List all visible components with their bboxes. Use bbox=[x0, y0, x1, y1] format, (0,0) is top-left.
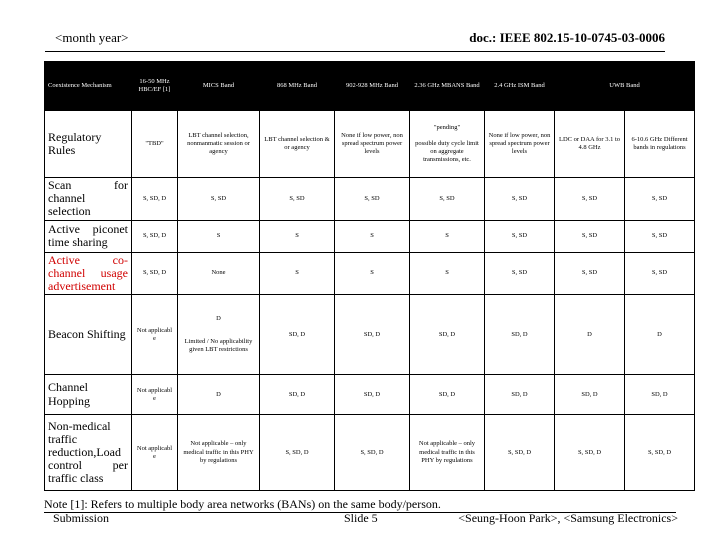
header-doc-id: doc.: IEEE 802.15-10-0745-03-0006 bbox=[469, 30, 665, 45]
cell-cochannel-mbans: S bbox=[410, 252, 485, 295]
cell-scan-868: S, SD bbox=[260, 178, 335, 221]
cell-hopping-mbans: SD, D bbox=[410, 375, 485, 415]
cell-beacon-ism: SD, D bbox=[485, 295, 555, 375]
cell-cochannel-uwb-low: S, SD bbox=[555, 252, 625, 295]
col-header-mics: MICS Band bbox=[178, 62, 260, 111]
cell-hopping-868: SD, D bbox=[260, 375, 335, 415]
col-header-mbans: 2.36 GHz MBANS Band bbox=[410, 62, 485, 111]
cell-regulatory-mics: LBT channel selection, nonmanmatic session or agency bbox=[178, 111, 260, 178]
footer-submission: Submission bbox=[53, 511, 110, 525]
cell-nonmedical-868: S, SD, D bbox=[260, 415, 335, 491]
cell-hopping-ism: SD, D bbox=[485, 375, 555, 415]
row-label-cochannel-line: channel usage bbox=[48, 265, 128, 280]
footnote: Note [1]: Refers to multiple body area networks (BANs) on the same body/person. bbox=[44, 497, 441, 511]
row-label-nonmedical-line: reduction,Load bbox=[48, 445, 121, 460]
cell-hopping-uwb-high: SD, D bbox=[625, 375, 695, 415]
cell-regulatory-mbans-text: possible duty cycle limit on aggregate transmissions, etc. bbox=[415, 139, 479, 164]
cell-regulatory-868: LBT channel selection & or agency bbox=[260, 111, 335, 178]
row-label-nonmedical-line: control per bbox=[48, 458, 128, 473]
row-label-nonmedical-line: traffic bbox=[48, 431, 78, 446]
cell-cochannel-902: S bbox=[335, 252, 410, 295]
row-label-beacon: Beacon Shifting bbox=[45, 295, 132, 375]
col-header-902: 902-928 MHz Band bbox=[335, 62, 410, 111]
cell-scan-hbc: S, SD, D bbox=[132, 178, 178, 221]
cell-cochannel-ism: S, SD bbox=[485, 252, 555, 295]
cell-hopping-uwb-low: SD, D bbox=[555, 375, 625, 415]
cell-regulatory-hbc: "TBD" bbox=[132, 111, 178, 178]
row-label-nonmedical-line: Non-medical bbox=[48, 418, 111, 433]
cell-scan-uwb-low: S, SD bbox=[555, 178, 625, 221]
row-label-nonmedical-line: traffic class bbox=[48, 471, 104, 486]
row-label-cochannel bbox=[45, 252, 132, 295]
row-label-piconet bbox=[45, 220, 132, 252]
cell-beacon-902: SD, D bbox=[335, 295, 410, 375]
col-header-hbc: 16-50 MHz HBC/EF [1] bbox=[132, 62, 178, 111]
row-label-piconet-line: Active piconet bbox=[48, 221, 128, 236]
cell-regulatory-uwb-high: 6-10.6 GHz Different bands in regulations bbox=[625, 111, 695, 178]
header-rule bbox=[45, 51, 665, 52]
cell-beacon-hbc: Not applicabl e bbox=[132, 295, 178, 375]
table-row-hopping bbox=[45, 375, 695, 415]
cell-beacon-868: SD, D bbox=[260, 295, 335, 375]
cell-regulatory-902: None if low power, non spread spectrum power levels bbox=[335, 111, 410, 178]
cell-cochannel-hbc: S, SD, D bbox=[132, 252, 178, 295]
cell-regulatory-uwb-low: LDC or DAA for 3.1 to 4.8 GHz bbox=[555, 111, 625, 178]
footer-author: <Seung-Hoon Park>, <Samsung Electronics> bbox=[458, 511, 678, 525]
row-label-scan-line: selection bbox=[48, 204, 91, 219]
table-header-row bbox=[45, 62, 695, 111]
table-row-beacon bbox=[45, 295, 695, 375]
col-header-868: 868 MHz Band bbox=[260, 62, 335, 111]
cell-piconet-uwb-high: S, SD bbox=[625, 220, 695, 252]
cell-regulatory-mbans-status: "pending" bbox=[433, 123, 461, 131]
row-label-scan-line: Scan for bbox=[48, 178, 128, 192]
cell-beacon-uwb-high: D bbox=[625, 295, 695, 375]
cell-cochannel-868: S bbox=[260, 252, 335, 295]
cell-cochannel-mics: None bbox=[178, 252, 260, 295]
row-label-cochannel-line: advertisement bbox=[48, 278, 116, 293]
row-label-scan bbox=[45, 178, 132, 221]
table-row-scan bbox=[45, 178, 695, 221]
cell-hopping-mics: D bbox=[178, 375, 260, 415]
cell-nonmedical-ism: S, SD, D bbox=[485, 415, 555, 491]
cell-regulatory-ism: None if low power, non spread spectrum power levels bbox=[485, 111, 555, 178]
cell-piconet-902: S bbox=[335, 220, 410, 252]
cell-piconet-868: S bbox=[260, 220, 335, 252]
row-label-piconet-line: time sharing bbox=[48, 235, 108, 250]
cell-nonmedical-mbans: Not applicable – only medical traffic in this PHY by regulations bbox=[410, 415, 485, 491]
cell-piconet-hbc: S, SD, D bbox=[132, 220, 178, 252]
row-label-nonmedical bbox=[45, 415, 132, 491]
cell-beacon-mics bbox=[178, 295, 260, 375]
cell-beacon-mics-text: Limited / No applicability given LBT restrictions bbox=[184, 337, 253, 353]
row-label-regulatory: Regulatory Rules bbox=[45, 111, 132, 178]
cell-nonmedical-uwb-low: S, SD, D bbox=[555, 415, 625, 491]
col-header-uwb: UWB Band bbox=[555, 62, 695, 111]
cell-piconet-mics: S bbox=[178, 220, 260, 252]
cell-scan-mbans: S, SD bbox=[410, 178, 485, 221]
cell-hopping-hbc: Not applicabl e bbox=[132, 375, 178, 415]
table-row-nonmedical bbox=[45, 415, 695, 491]
cell-nonmedical-mics: Not applicable – only medical traffic in this PHY by regulations bbox=[178, 415, 260, 491]
cell-nonmedical-hbc: Not applicabl e bbox=[132, 415, 178, 491]
footer-slide-number: Slide 5 bbox=[344, 511, 378, 525]
cell-beacon-mbans: SD, D bbox=[410, 295, 485, 375]
cell-nonmedical-uwb-high: S, SD, D bbox=[625, 415, 695, 491]
table-row-regulatory bbox=[45, 111, 695, 178]
cell-hopping-902: SD, D bbox=[335, 375, 410, 415]
cell-cochannel-uwb-high: S, SD bbox=[625, 252, 695, 295]
cell-piconet-mbans: S bbox=[410, 220, 485, 252]
cell-scan-uwb-high: S, SD bbox=[625, 178, 695, 221]
cell-piconet-ism: S, SD bbox=[485, 220, 555, 252]
cell-scan-mics: S, SD bbox=[178, 178, 260, 221]
cell-scan-ism: S, SD bbox=[485, 178, 555, 221]
cell-nonmedical-902: S, SD, D bbox=[335, 415, 410, 491]
cell-piconet-uwb-low: S, SD bbox=[555, 220, 625, 252]
col-header-mechanism: Coexistence Mechanism bbox=[45, 62, 132, 111]
coexistence-table bbox=[44, 61, 695, 491]
row-label-hopping: Channel Hopping bbox=[45, 375, 132, 415]
header-date: <month year> bbox=[55, 30, 129, 45]
cell-beacon-mics-top: D bbox=[216, 315, 221, 323]
table-row-piconet bbox=[45, 220, 695, 252]
row-label-cochannel-line: Active co- bbox=[48, 252, 128, 267]
table-row-cochannel bbox=[45, 252, 695, 295]
col-header-ism: 2.4 GHz ISM Band bbox=[485, 62, 555, 111]
cell-regulatory-mbans bbox=[410, 111, 485, 178]
row-label-scan-line: channel bbox=[48, 191, 86, 206]
cell-beacon-uwb-low: D bbox=[555, 295, 625, 375]
cell-scan-902: S, SD bbox=[335, 178, 410, 221]
